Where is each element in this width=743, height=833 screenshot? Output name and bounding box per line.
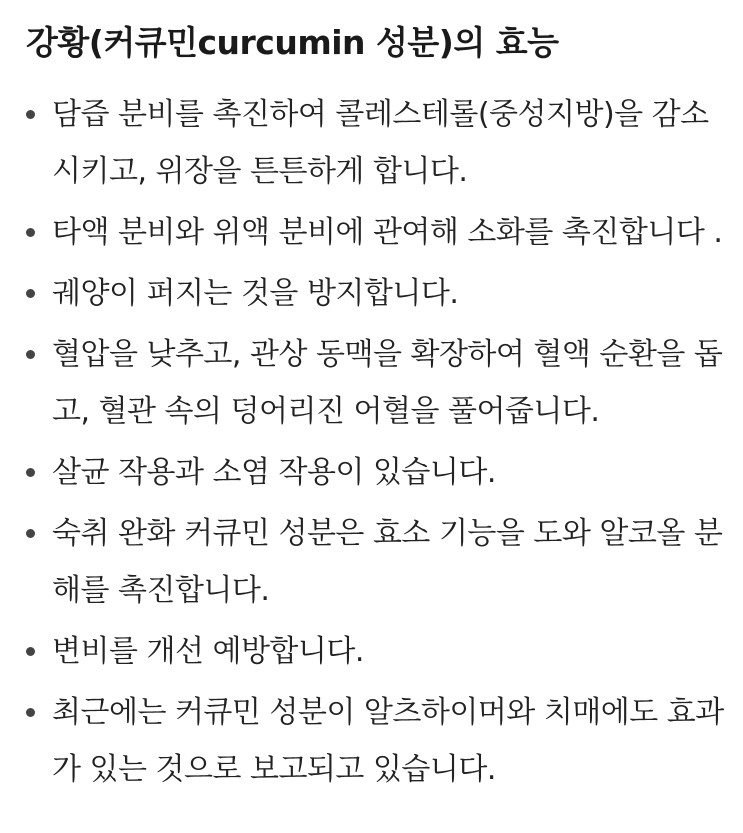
page-title: 강황(커큐민curcumin 성분)의 효능 [26,23,559,62]
list-item-text: 숙취 완화 커큐민 성분은 효소 기능을 도와 알코올 분해를 촉진합니다. [52,516,723,608]
list-item-text: 혈압을 낮추고, 관상 동맥을 확장하여 혈액 순환을 돕고, 혈관 속의 덩어리진 어혈을 풀어줍니다. [52,337,723,429]
list-item [26,623,729,680]
bullet-icon [26,289,35,298]
list-item [26,326,729,440]
list-item-text: 궤양이 퍼지는 것을 방지합니다. [52,276,459,311]
list-item [26,444,729,501]
bullet-icon [26,228,35,237]
bullet-icon [26,468,35,477]
bullet-icon [26,110,35,119]
bullet-icon [26,647,35,656]
list-item [26,684,729,798]
list-item-text: 타액 분비와 위액 분비에 관여해 소화를 촉진합니다 . [52,215,723,250]
bullet-icon [26,350,35,359]
list-item-text: 최근에는 커큐민 성분이 알츠하이머와 치매에도 효과가 있는 것으로 보고되고 있습니다. [52,695,724,787]
bullet-icon [26,529,35,538]
list-item [26,86,729,200]
benefits-list [26,86,729,798]
list-item-text: 담즙 분비를 촉진하여 콜레스테롤(중성지방)을 감소 시키고, 위장을 튼튼하게 합니다. [52,97,709,189]
list-item-text: 살균 작용과 소염 작용이 있습니다. [52,455,496,490]
list-item [26,505,729,619]
list-item [26,265,729,322]
list-item [26,204,729,261]
list-item-text: 변비를 개선 예방합니다. [52,634,364,669]
bullet-icon [26,708,35,717]
